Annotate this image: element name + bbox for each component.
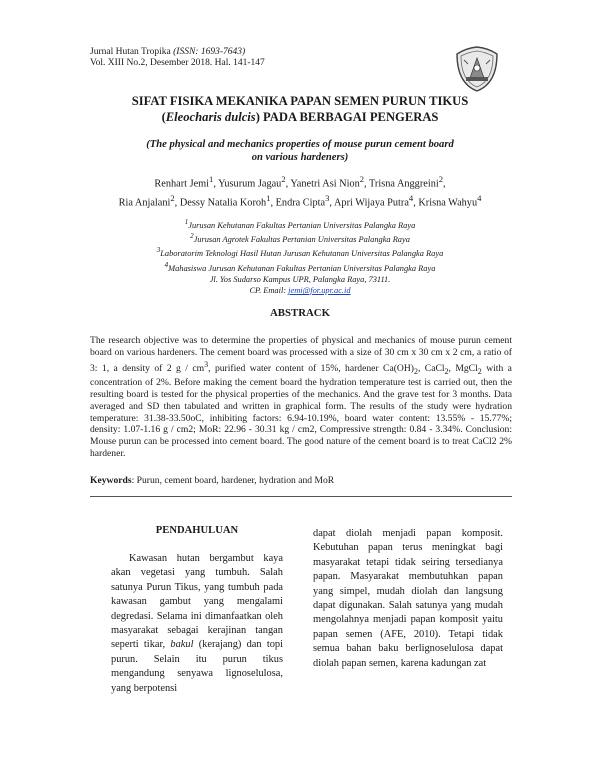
university-seal-icon [452,44,502,94]
journal-header [90,47,265,69]
author-sup: 2 [359,174,365,184]
affiliation-text: Jurusan Agrotek Fakultas Pertanian Universitas Palangka Raya [193,235,410,244]
section-divider [90,496,512,497]
author-sup: 1 [266,193,271,204]
abstract-sub: 2 [444,366,449,376]
affiliation-item [70,217,530,231]
affiliation-sup: 1 [184,218,189,226]
affiliation-item [70,231,530,245]
author-name: Yusurum Jagau [218,178,282,190]
keywords [90,475,512,487]
author-name: Ria Anjalani [118,197,171,209]
email-label: CP. Email: [249,286,287,296]
abstract-sub: 2 [413,366,418,376]
email-link[interactable]: jemi@for.upr.ac.id [288,286,351,296]
affiliation-item [70,245,530,259]
body-column-right: dapat diolah menjadi papan komposit. Kebutuhan papan terus meningkat bagi masyarakat tetapi tidak seiring tersedianya papan. Masyarakat membutuhkan papan yang simpel, mudah diolah dan langsung dapat digunakan. Salah satunya yang mudah mengolahnya menjadi papan komposit yaitu papan semen (AFE, 2010). Tetapi tidak semua bahan baku berlignoselulosa dapat diolah papan semen, karena kadungan zat [313,528,503,669]
author-sup: 3 [325,193,330,204]
author-sup: 2 [438,174,443,184]
abstract-heading: ABSTRACK [270,307,330,319]
section-heading: PENDAHULUAN [155,525,239,536]
affiliation-text: Jurusan Kehutanan Fakultas Pertanian Universitas Palangka Raya [188,220,416,230]
body-italic-term: bakul [170,639,194,651]
affiliation-sup: 3 [156,246,161,255]
subtitle-line-2: on various hardeners) [251,152,349,163]
abstract-sub: 2 [477,366,482,376]
abstract-text: with a concentration of 2%. Before making the cement board the hydration temperature test is carried out, then the resulting board is tested for the physical properties of the mechanics. And the grave test for 3 months. Data averaged and SD then tabulated and written in graphical form. The results of the study were hydration temperature: 31.38-33.50oC, inhibiting factors: 6.94-10.19%, board water content: 13.55% - 15.77%; density: 1.07-1.16 g / cm2; MoR: 22.96 - 30.31 kg / cm2, Compressive strength: 0.84 - 3.34%. Conclusion: Mouse purun can be processed into cement board. The good nature of the cement board is to treat CaCl2 2% hardener. [90,362,512,459]
author-name: Renhart Jemi [154,178,210,190]
abstract-body [90,335,512,460]
author-sup: 4 [477,193,482,204]
affiliation-text: Mahasiswa Jurusan Kehutanan Fakultas Pertanian Universitas Palangka Raya [168,263,436,273]
author-name: Yanetri Asi Nion [290,178,360,190]
body-text: Kawasan hutan bergambut kaya akan vegetasi yang tumbuh. Salah satunya Purun Tikus, yang tumbuh pada kawasan gambut yang mengalami degredasi. Selama ini dimanfaatkan oleh masyarakat sebagai kerajinan tangan seperti tikar, [111,553,283,651]
journal-name: Jurnal Hutan Tropika [90,47,171,57]
subtitle-line-1: (The physical and mechanics properties of mouse purun cement board [146,139,454,150]
affiliation-list [70,217,530,297]
paper-title [80,93,520,125]
abstract-text: , MgCl [448,362,478,374]
title-line-2: (Eleocharis dulcis) PADA BERBAGAI PENGERAS [161,110,439,124]
title-line-1: SIFAT FISIKA MEKANIKA PAPAN SEMEN PURUN TIKUS [131,94,469,108]
journal-issn: (ISSN: 1693-7643) [173,47,246,57]
author-line-2: Ria Anjalani$^2$, Dessy Natalia Koroh$^1$, Endra Cipta$^3$, Apri Wijaya Putra$^4$, Krisna Wahyu$^4$ [118,193,482,209]
body-text: (kerajang) dan topi purun. Selain itu purun tikus mengandung senyawa lignoselulosa, yang berpotensi [111,639,283,694]
author-name: Trisna Anggreini [369,178,439,190]
affiliation-item [70,260,530,274]
author-line-1: Renhart Jemi$^1$, Yusurum Jagau$^2$, Yanetri Asi Nion$^2$, Trisna Anggreini$^2$, [154,174,446,190]
author-name: Krisna Wahyu [418,197,478,209]
author-name: Endra Cipta [275,197,326,209]
keywords-label: Keywords [90,475,132,486]
paper-subtitle [80,138,520,164]
abstract-text: The research objective was to determine the properties of physical and mechanics of mouse purun cement board on various hardeners. The cement board was processed with a size of 30 cm x 30 cm x 2 cm, a ratio of 3: 1, a density of 2 g / cm [90,335,512,374]
contact-email-line [70,285,530,296]
abstract-text: , purified water content of 15%, hardener Ca(OH) [208,362,414,374]
affiliation-sup: 2 [190,232,194,241]
author-name: Dessy Natalia Koroh [179,197,267,209]
journal-volume: Vol. XIII No.2, Desember 2018. Hal. 141-147 [90,58,265,68]
author-name: Apri Wijaya Putra [334,197,409,209]
affiliation-sup: 4 [164,260,169,269]
keywords-text: : Purun, cement board, hardener, hydration and MoR [131,475,335,486]
title-latin-name: Eleocharis dulcis [165,110,256,124]
author-sup: 4 [408,193,414,204]
abstract-text: , CaCl [417,362,445,374]
author-sup: 1 [209,174,214,184]
body-paragraph [111,552,283,696]
body-column-left [111,552,283,696]
title-line-2-rest: ) PADA BERBAGAI PENGERAS [255,110,439,124]
author-sup: 2 [281,174,286,184]
author-list [70,172,530,211]
affiliation-text: Laboratorim Teknologi Hasil Hutan Jurusan Kehutanan Universitas Palangka Raya [160,249,444,259]
abstract-sup: 3 [204,359,209,369]
author-sup: 2 [170,193,175,204]
address: Jl. Yos Sudarso Kampus UPR, Palangka Raya, 73111. [209,274,391,284]
